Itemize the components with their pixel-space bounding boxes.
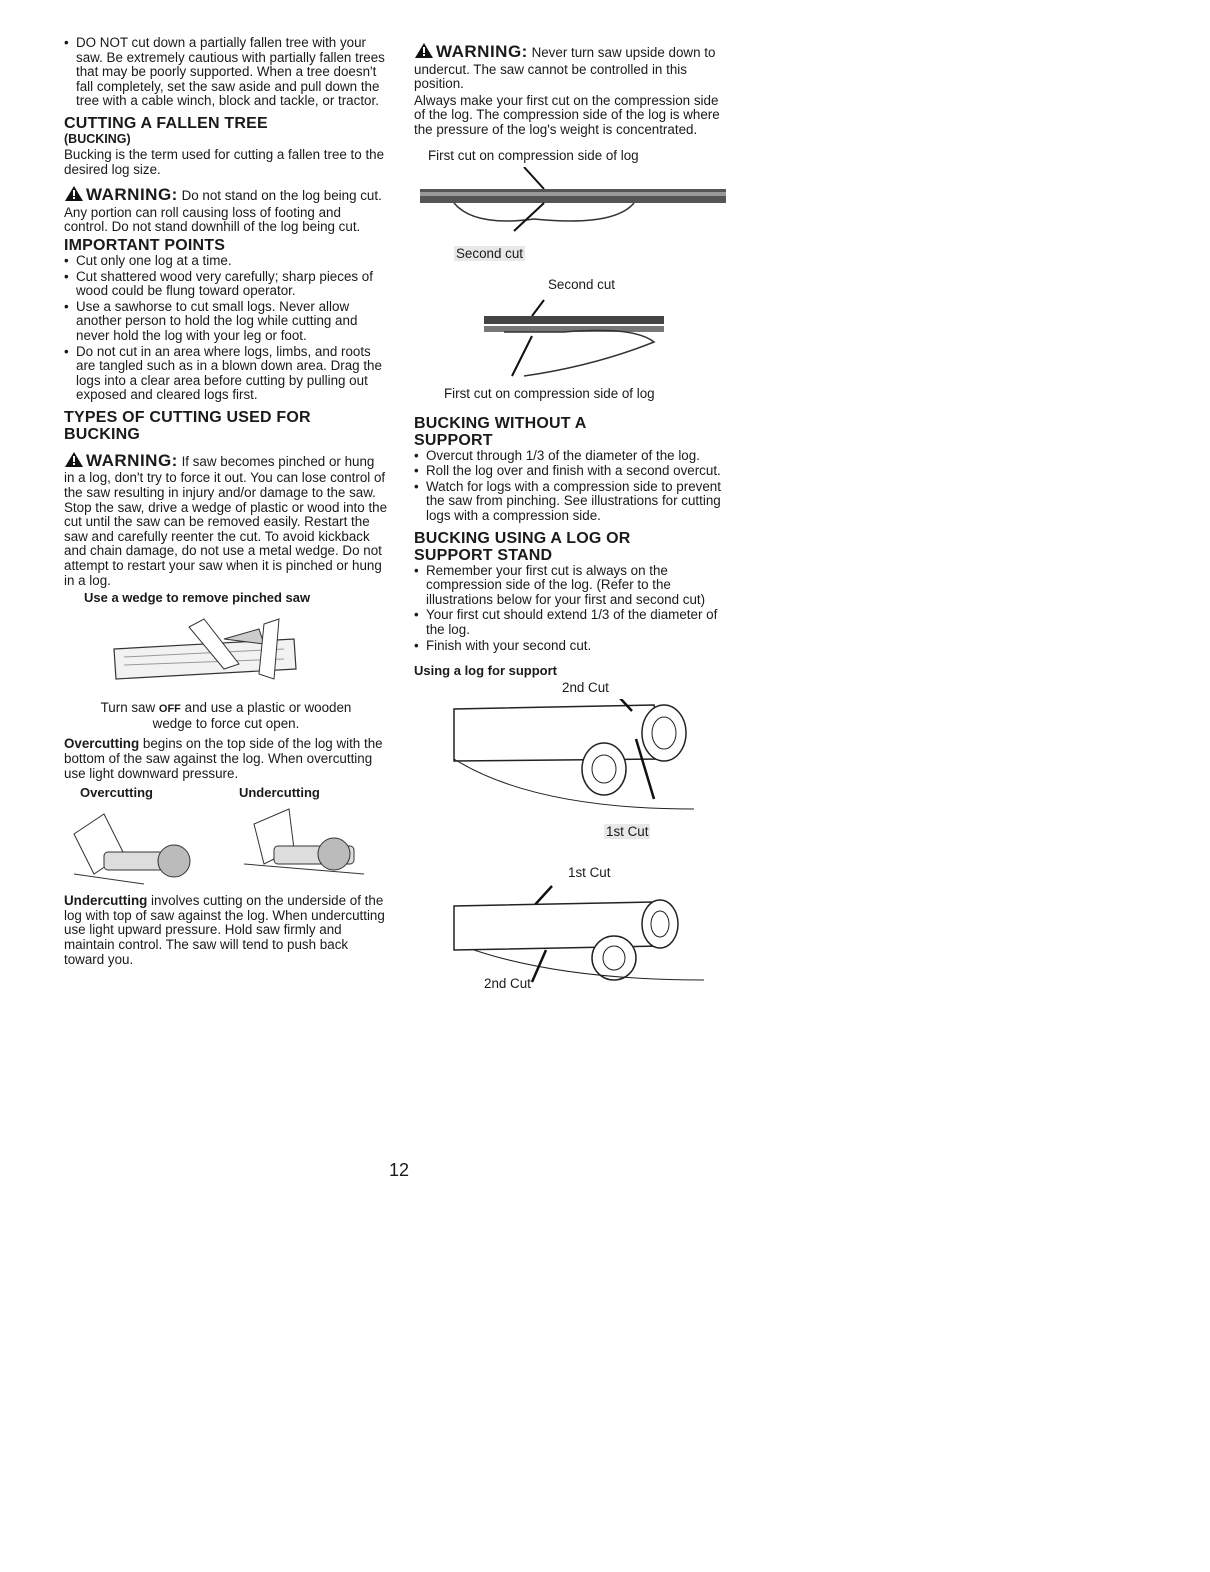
overcutting-text: begins on the top side of the log with the bottom of the saw against the log. When overcutting use light downward pressure.: [64, 736, 383, 781]
list-item: • Cut shattered wood very carefully; sharp pieces of wood could be flung toward operator.: [64, 270, 388, 299]
page-number: 12: [389, 1160, 410, 1180]
overcutting-figure-label: Overcutting: [80, 785, 153, 801]
undercutting-figure-label: Undercutting: [238, 785, 320, 801]
cutting-fallen-tree-heading: CUTTING A FALLEN TREE: [64, 114, 268, 132]
warning-text: Never turn saw upside down to undercut. The saw cannot be controlled in this position.: [414, 45, 716, 92]
warning-label: WARNING:: [436, 42, 528, 61]
list-item: • Finish with your second cut.: [414, 639, 732, 654]
compression-side-figure-1: [414, 167, 732, 239]
fig3-bottom-label: 1st Cut: [606, 824, 649, 840]
bucking-using-log-heading: BUCKING USING A LOG OR SUPPORT STAND: [414, 529, 631, 564]
warning-text: If saw becomes pinched or hung in a log, don't try to force it out. You can lose control of the saw resulting in injury and/or damage to the saw. Stop the saw, drive a wedge of plastic or wood into the cut until the saw can be removed easily. Restart the saw and carefully reenter the cut. To avoid kickback and chain damage, do not use a metal wedge. Do not attempt to restart your saw when it is pinched or hung in a log.: [64, 453, 388, 588]
wedge-text-a: Turn saw: [100, 700, 159, 716]
fig2-bottom-label: First cut on compression side of log: [444, 385, 655, 401]
overcutting-undercutting-illustration: [64, 804, 388, 888]
types-of-cutting-heading: TYPES OF CUTTING USED FOR BUCKING: [64, 408, 311, 443]
fig2-top-label: Second cut: [548, 276, 615, 292]
log-support-figure-2: [414, 884, 732, 984]
wedge-instruction: [64, 701, 388, 731]
left-column: [64, 36, 388, 973]
warning-label: WARNING:: [86, 185, 178, 205]
warning-pinched-saw: [64, 451, 388, 588]
support-figure-caption: Using a log for support: [414, 663, 557, 679]
cutting-figure-labels: [64, 785, 388, 800]
list-item: • Cut only one log at a time.: [64, 254, 388, 269]
undercutting-paragraph: [64, 894, 388, 967]
bucking-without-support-list: [414, 449, 732, 524]
undercutting-term: Undercutting: [64, 893, 148, 909]
fig1-bottom-label: Second cut: [456, 245, 523, 261]
right-column: [414, 36, 732, 991]
overcutting-term: Overcutting: [64, 736, 140, 752]
list-item: • Your first cut should extend 1/3 of the diameter of the log.: [414, 608, 732, 637]
warning-triangle-icon: [64, 185, 84, 206]
list-item: • Use a sawhorse to cut small logs. Never allow another person to hold the log while cutting and never hold the log with your leg or foot.: [64, 300, 388, 344]
important-points-list: [64, 254, 388, 403]
list-item: • Remember your first cut is always on the compression side of the log. (Refer to the illustrations below for your first and second cut): [414, 564, 732, 608]
fig3-top-label: 2nd Cut: [562, 680, 609, 696]
off-word: OFF: [158, 703, 181, 716]
wedge-illustration: [64, 609, 388, 695]
list-item: • Do not cut in an area where logs, limbs, and roots are tangled such as in a blown down area. Drag the logs into a clear area before cutting by pulling out exposed and cleared logs first.: [64, 345, 388, 403]
undercutting-text: involves cutting on the underside of the log with top of saw against the log. When undercutting use light upward pressure. Hold saw firmly and maintain control. The saw will tend to push back toward you.: [64, 893, 385, 967]
wedge-figure-caption: Use a wedge to remove pinched saw: [84, 590, 311, 606]
overcutting-paragraph: [64, 737, 388, 781]
fig4-top-label: 1st Cut: [568, 865, 611, 881]
fig4-bottom-label: 2nd Cut: [484, 976, 531, 992]
compression-paragraph: Always make your first cut on the compression side of the log. The compression side of the log is where the pressure of the log's weight is concentrated.: [414, 92, 720, 137]
warning-label: WARNING:: [86, 450, 178, 470]
compression-side-figure-2: [414, 296, 732, 382]
intro-bullet: • DO NOT cut down a partially fallen tree with your saw. Be extremely cautious with partially fallen trees that may be poorly supported. When a tree doesn't fall completely, set the saw aside and pull down the tree with a cable winch, block and tackle, or tractor.: [64, 36, 388, 109]
wedge-text-b: and use a plastic or wooden wedge to force cut open.: [152, 700, 352, 731]
warning-triangle-icon: [414, 42, 434, 63]
warning-stand-on-log: [64, 185, 388, 235]
warning-upside-down: [414, 42, 732, 92]
log-support-figure-1: [414, 699, 732, 817]
list-item: • Overcut through 1/3 of the diameter of the log.: [414, 449, 732, 464]
list-item: • Roll the log over and finish with a second overcut.: [414, 464, 732, 479]
bucking-without-support-heading: BUCKING WITHOUT A SUPPORT: [414, 414, 586, 449]
bucking-subheading: (BUCKING): [64, 131, 131, 146]
warning-triangle-icon: [64, 451, 84, 472]
warning-text: Do not stand on the log being cut. Any portion can roll causing loss of footing and control. Do not stand downhill of the log being cut.: [64, 188, 382, 235]
bucking-using-log-list: [414, 564, 732, 654]
fig1-top-label: First cut on compression side of log: [428, 147, 639, 163]
bucking-definition: Bucking is the term used for cutting a fallen tree to the desired log size.: [64, 146, 385, 177]
intro-list: [64, 36, 388, 109]
list-item: • Watch for logs with a compression side to prevent the saw from pinching. See illustrations for cutting logs with a compression side.: [414, 480, 732, 524]
important-points-heading: IMPORTANT POINTS: [64, 236, 226, 254]
